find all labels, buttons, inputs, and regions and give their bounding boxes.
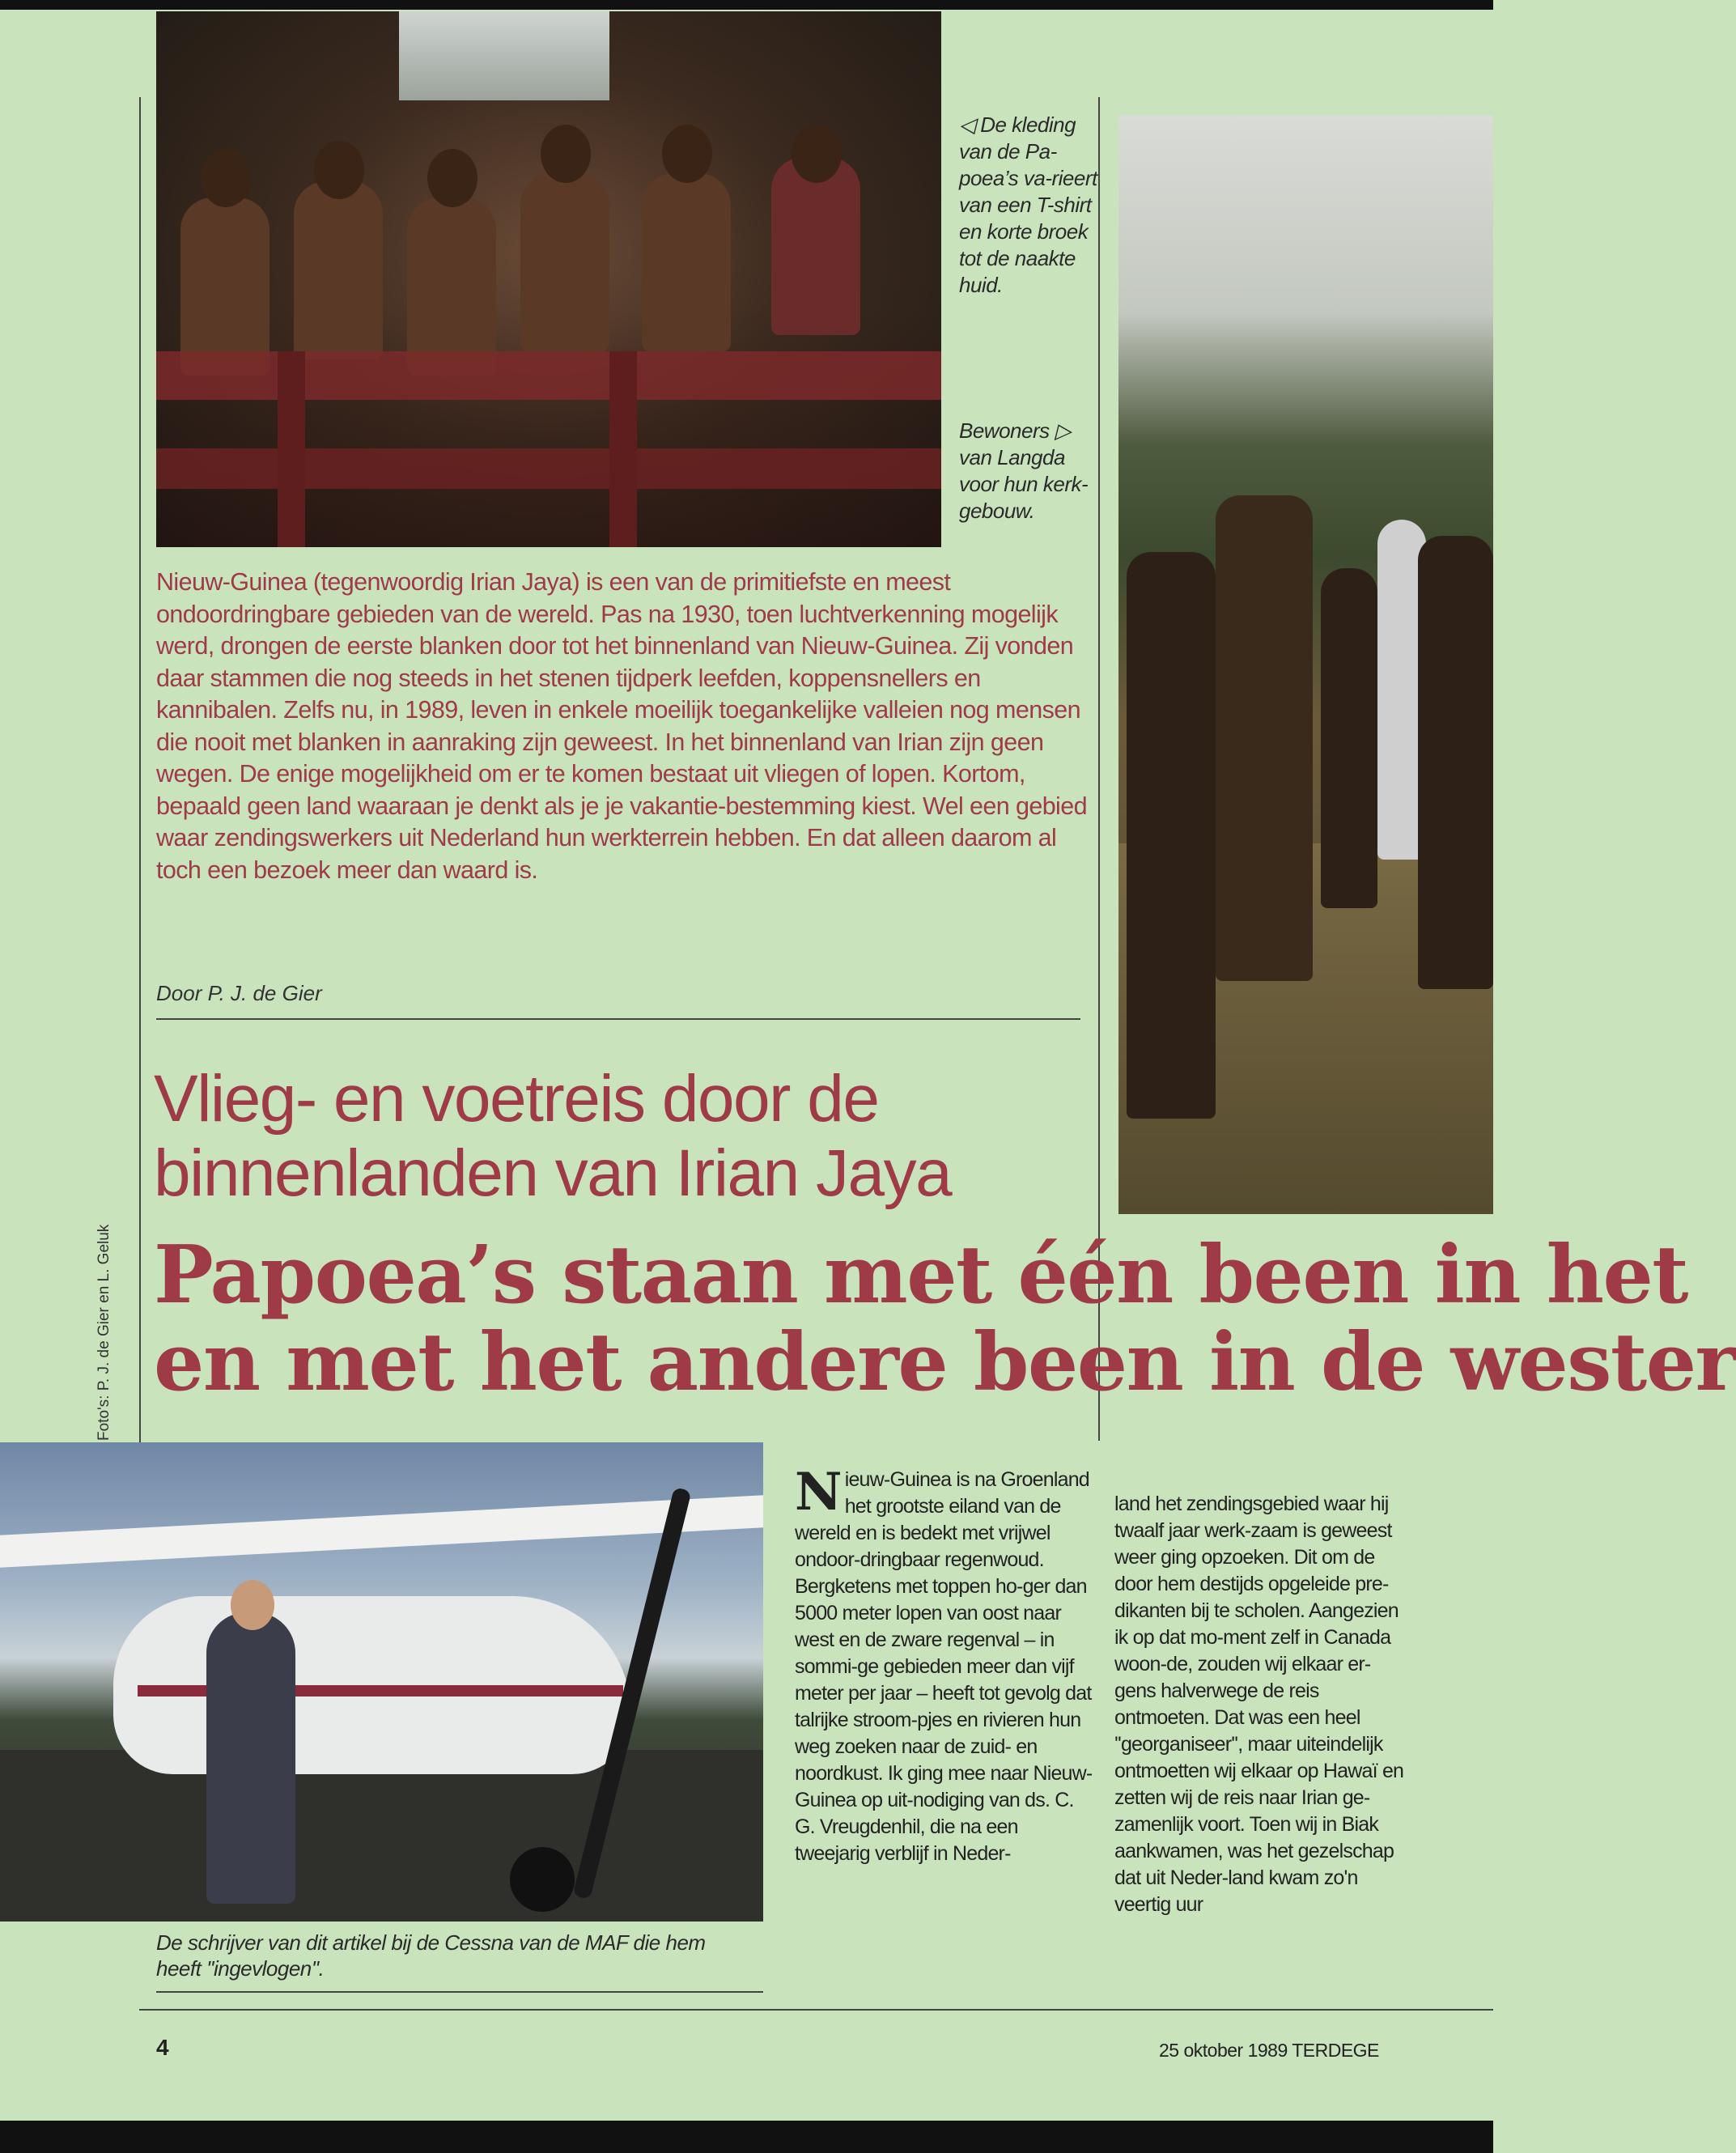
photo-plane-wing	[0, 1495, 763, 1567]
page-number: 4	[156, 2035, 169, 2060]
photo-author-head	[231, 1580, 274, 1630]
photo-figure-head	[427, 149, 478, 207]
intro-paragraph: Nieuw-Guinea (tegenwoordig Irian Jaya) is een van de primitiefste en meest ondoordringbare gebieden van de wereld. Pas na 1930, toen luchtverkenning mogelijk werd, drongen de eerste blanken door tot het binnenland van Nieuw-Guinea. Zij vonden daar stammen die nog steeds in het stenen tijdperk leefden, koppensnellers en kannibalen. Zelfs nu, in 1989, leven in enkele moeilijk toegankelijke valleien nog mensen die nooit met blanken in aanraking zijn geweest. In het binnenland van Irian zijn geen wegen. De enige mogelijkheid om er te komen bestaat uit vliegen of lopen. Kortom, bepaald geen land waaraan je denkt als je je vakantie-bestemming kiest. Wel een gebied waar zendingswerkers uit Nederland hun werkterrein hebben. En dat alleen daarom al toch een bezoek meer dan waard is.	[156, 568, 1087, 884]
photo-figure	[294, 181, 383, 359]
photo-fence-rail	[156, 448, 941, 489]
footer-issue-date: 25 oktober 1989 TERDEGE	[1159, 2040, 1379, 2061]
photo-figure-head	[541, 125, 591, 183]
photo-figure	[1321, 568, 1377, 908]
article-title	[154, 1062, 1125, 1211]
photo-sky	[399, 11, 609, 100]
article-headline	[154, 1229, 1736, 1409]
photo-fence-post	[609, 351, 637, 547]
scan-edge-bottom	[0, 2121, 1493, 2153]
caption-rule	[156, 1991, 763, 1993]
photo-figure	[1127, 552, 1216, 1119]
body-column-1-text: ieuw-Guinea is na Groenland het grootste eiland van de wereld en is bedekt met vrijwel ondoor-dringbaar regenwoud. Bergketens met toppen ho-ger dan 5000 meter lopen van oost naar west en de zware regenval – in sommi-ge gebieden meer dan vijf meter per jaar – heeft tot gevolg dat talrijke stroom-pjes en rivieren hun weg zoeken naar de zuid- en noordkust. Ik ging mee naar Nieuw-Guinea op uit-nodiging van ds. C. G. Vreugdenhil, die na een tweejarig verblijf in Neder-	[795, 1468, 1093, 1865]
byline-rule	[156, 1018, 1080, 1020]
caption-residents: Bewoners ▷ van Langda voor hun kerk-gebouw.	[959, 418, 1089, 523]
article-headline-line1: Papoea’s staan met één been in het	[154, 1229, 1688, 1322]
photo-langda-villagers	[1118, 115, 1493, 1214]
drop-cap: N	[795, 1462, 842, 1522]
photo-figure	[1418, 536, 1493, 989]
article-title-line1: Vlieg- en voetreis door de	[154, 1062, 879, 1136]
caption-plane: De schrijver van dit artikel bij de Cessna van de MAF die hem heeft ''ingevlogen''.	[156, 1930, 706, 1981]
photo-author-figure	[206, 1612, 295, 1904]
photo-plane-wheel	[510, 1847, 575, 1912]
photo-fence-rail	[156, 351, 941, 400]
body-column-2: land het zendingsgebied waar hij twaalf jaar werk-zaam is geweest weer ging opzoeken. Dit om de door hem destijds opgeleide pre-dikanten bij te scholen. Aangezien ik op dat mo-ment zelf in Canada woon-de, zouden wij elkaar er-gens halverwege de reis ontmoeten. Dat was een heel ''georganiseer'', maar uiteindelijk ontmoetten wij elkaar op Hawaï en zetten wij de reis naar Irian ge-zamenlijk voort. Toen wij in Biak aankwamen, was het gezelschap dat uit Neder-land kwam zo'n veertig uur	[1114, 1493, 1404, 1916]
photo-figure-head	[314, 141, 364, 199]
byline: Door P. J. de Gier	[156, 981, 322, 1005]
article-headline-line2: en met het andere been in de wester	[154, 1316, 1736, 1409]
photo-figure	[771, 157, 860, 335]
photo-figure	[180, 197, 270, 376]
photo-figure	[642, 173, 731, 351]
vertical-rule-left	[139, 97, 141, 1449]
photo-figure	[1216, 495, 1313, 981]
photo-credit: Foto's: P. J. de Gier en L. Geluk	[96, 1224, 112, 1441]
photo-figure	[520, 173, 609, 351]
caption-clothing: ◁ De kleding van de Pa-poea’s va-rieert van een T-shirt en korte broek tot de naakte huid.	[959, 113, 1097, 297]
photo-tarmac	[0, 1750, 763, 1922]
article-title-line2: binnenlanden van Irian Jaya	[154, 1136, 952, 1210]
photo-figure-head	[662, 125, 712, 183]
photo-figure-head	[792, 125, 842, 183]
photo-figure-head	[201, 149, 251, 207]
photo-figure	[407, 197, 496, 376]
photo-cessna-plane	[0, 1442, 763, 1922]
photo-fence-post	[278, 351, 305, 547]
photo-papuans-fence	[156, 11, 941, 547]
body-column-1	[795, 1462, 1096, 1867]
scan-edge-top	[0, 0, 1493, 10]
footer-rule	[139, 2009, 1493, 2011]
